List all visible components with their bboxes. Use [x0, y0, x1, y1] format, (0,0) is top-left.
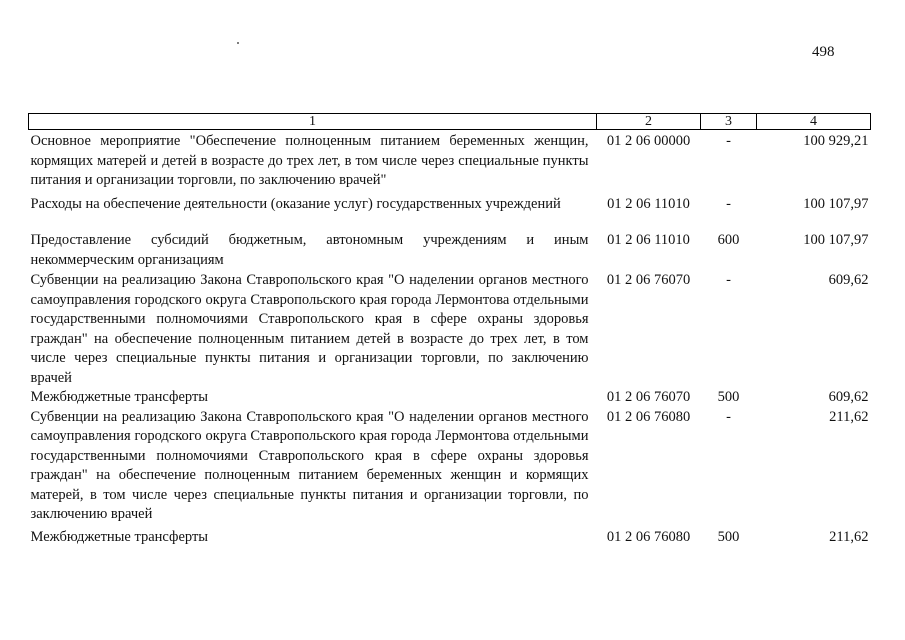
row-type: - — [726, 196, 731, 212]
header-col-1: 1 — [29, 114, 597, 130]
row-name: Расходы на обеспечение деятельности (оказание услуг) государственных учреждений — [30, 196, 561, 212]
row-name: Субвенции на реализацию Закона Ставропольского края "О наделении органов местного самоуправления городского округа Ставропольского края города Лермонтова отдельными государственными полномочиями Ставропольского края в сфере охраны здоровья граждан" на обеспечение полноценным питанием детей в возрасте до трех лет, в том числе через специальные пункты питания и организации торговли, по заключению врачей — [30, 272, 589, 386]
row-amount: 609,62 — [828, 272, 869, 288]
row-name: Основное мероприятие "Обеспечение полноценным питанием беременных женщин, кормящих матерей и детей в возрасте до трех лет, в том числе через специальные пункты питания и организации торговли, по заключению врачей" — [30, 133, 589, 188]
row-amount: 100 929,21 — [803, 133, 869, 149]
row-name: Межбюджетные трансферты — [30, 389, 209, 405]
row-name: Предоставление субсидий бюджетным, автономным учреждениям и иным некоммерческим организациям — [30, 232, 589, 268]
table-row — [29, 271, 871, 388]
page-number: 498 — [812, 44, 835, 60]
scan-speck — [237, 42, 239, 44]
table-row — [29, 408, 871, 528]
row-amount: 609,62 — [828, 389, 869, 405]
row-code: 01 2 06 11010 — [607, 232, 690, 248]
row-name: Субвенции на реализацию Закона Ставропольского края "О наделении органов местного самоуправления городского округа Ставропольского края города Лермонтова отдельными государственными полномочиями Ставропольского края в сфере охраны здоровья граждан" на обеспечение полноценным питанием беременных женщин и кормящих матерей, в том числе через специальные пункты питания и организации торговли, по заключению врачей — [30, 408, 589, 522]
row-code: 01 2 06 11010 — [607, 196, 690, 212]
row-code: 01 2 06 76080 — [606, 408, 691, 425]
row-code: 01 2 06 76070 — [606, 272, 691, 288]
table-row — [29, 528, 871, 548]
row-amount: 100 107,97 — [803, 196, 869, 212]
row-type: 500 — [717, 528, 740, 545]
row-code: 01 2 06 76080 — [606, 528, 691, 545]
row-type: 500 — [717, 389, 740, 405]
row-amount: 211,62 — [829, 528, 869, 545]
row-code: 01 2 06 00000 — [606, 133, 691, 149]
row-type: 600 — [717, 232, 740, 248]
table-row — [29, 231, 871, 271]
header-col-2: 2 — [597, 114, 701, 130]
budget-table — [28, 113, 871, 548]
row-code: 01 2 06 76070 — [606, 389, 691, 405]
row-type: - — [726, 408, 731, 425]
header-col-3: 3 — [701, 114, 757, 130]
table-row — [29, 130, 871, 196]
row-type: - — [726, 272, 731, 288]
row-name: Межбюджетные трансферты — [30, 528, 209, 545]
row-amount: 100 107,97 — [803, 232, 869, 248]
table-row — [29, 195, 871, 231]
table-row — [29, 388, 871, 408]
header-row — [29, 114, 871, 130]
row-type: - — [726, 133, 731, 149]
row-amount: 211,62 — [829, 408, 869, 425]
header-col-4: 4 — [757, 114, 871, 130]
